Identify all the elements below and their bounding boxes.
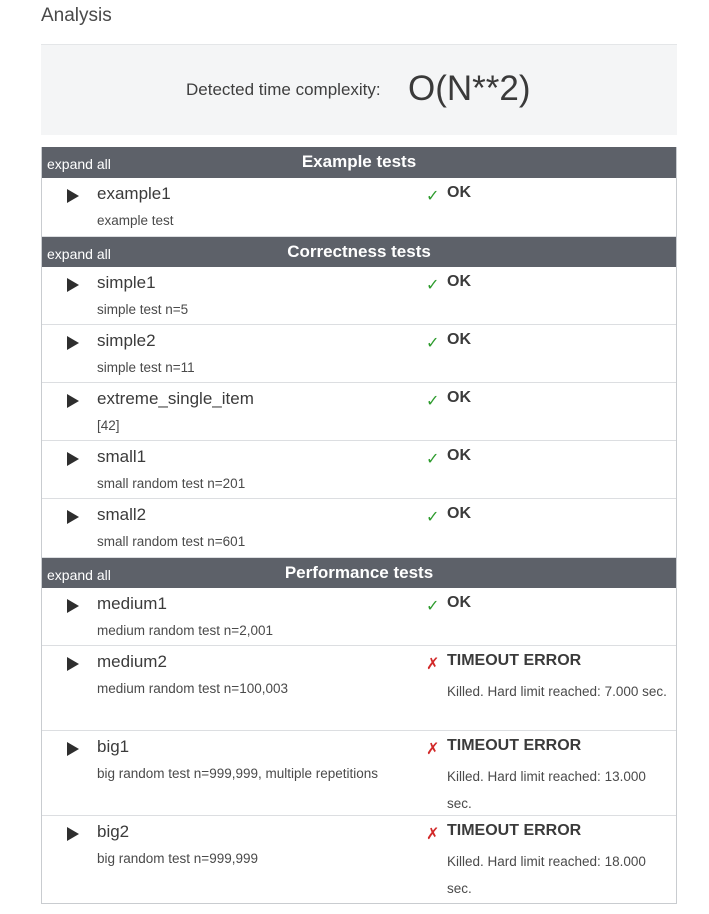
check-icon: ✓	[426, 335, 440, 352]
test-error-detail: Killed. Hard limit reached: 18.000 sec.	[447, 854, 646, 896]
test-name: simple2	[97, 331, 156, 350]
test-name: extreme_single_item	[97, 389, 254, 408]
expand-all-link[interactable]: expand all	[47, 246, 111, 262]
group-title: Performance tests	[284, 563, 434, 582]
test-description: simple test n=5	[97, 302, 189, 317]
test-name: big2	[97, 822, 130, 841]
test-description: big random test n=999,999, multiple repetitions	[97, 766, 379, 781]
test-description: small random test n=601	[97, 534, 246, 549]
complexity-label: Detected time complexity:	[186, 80, 381, 99]
test-name: small2	[97, 505, 147, 524]
test-row-small2[interactable]	[42, 499, 676, 558]
test-row-small1[interactable]	[42, 441, 676, 499]
test-status: OK	[447, 331, 471, 348]
group-header-example-tests	[42, 147, 676, 178]
check-icon: ✓	[426, 188, 440, 205]
test-status: TIMEOUT ERROR	[447, 737, 582, 754]
triangle-right-icon[interactable]	[67, 510, 79, 524]
test-row-extreme-single-item[interactable]	[42, 383, 676, 441]
test-description: medium random test n=100,003	[97, 681, 288, 696]
triangle-right-icon[interactable]	[67, 394, 79, 408]
test-row-example1[interactable]	[42, 178, 676, 237]
complexity-value: O(N**2)	[408, 69, 531, 108]
triangle-right-icon[interactable]	[67, 278, 79, 292]
triangle-right-icon[interactable]	[67, 452, 79, 466]
group-title: Example tests	[301, 152, 417, 171]
test-status: OK	[447, 594, 471, 611]
test-row-simple2[interactable]	[42, 325, 676, 383]
test-status: TIMEOUT ERROR	[447, 652, 582, 669]
check-icon: ✓	[426, 451, 440, 468]
test-name: medium1	[97, 594, 167, 613]
check-icon: ✓	[426, 393, 440, 410]
test-status: OK	[447, 447, 471, 464]
test-status: OK	[447, 389, 471, 406]
test-name: simple1	[97, 273, 156, 292]
test-row-big2[interactable]	[42, 816, 676, 903]
check-icon: ✓	[426, 598, 440, 615]
check-icon: ✓	[426, 277, 440, 294]
test-name: small1	[97, 447, 147, 466]
test-error-detail: Killed. Hard limit reached: 7.000 sec.	[447, 684, 667, 699]
test-row-medium1[interactable]	[42, 588, 676, 646]
test-status: OK	[447, 273, 471, 290]
group-header-performance-tests	[42, 558, 676, 589]
triangle-right-icon[interactable]	[67, 742, 79, 756]
cross-icon: ✗	[426, 656, 440, 673]
triangle-right-icon[interactable]	[67, 827, 79, 841]
test-results-table	[41, 147, 677, 904]
test-status: OK	[447, 184, 471, 201]
test-row-medium2[interactable]	[42, 646, 676, 731]
test-description: example test	[97, 213, 174, 228]
test-name: example1	[97, 184, 171, 203]
test-name: big1	[97, 737, 130, 756]
triangle-right-icon[interactable]	[67, 336, 79, 350]
test-name: medium2	[97, 652, 167, 671]
expand-all-link[interactable]: expand all	[47, 156, 111, 172]
complexity-panel	[41, 44, 677, 135]
test-description: [42]	[97, 418, 120, 433]
test-description: big random test n=999,999	[97, 851, 258, 866]
test-row-big1[interactable]	[42, 731, 676, 816]
triangle-right-icon[interactable]	[67, 599, 79, 613]
cross-icon: ✗	[426, 826, 440, 843]
triangle-right-icon[interactable]	[67, 657, 79, 671]
test-error-detail: Killed. Hard limit reached: 13.000 sec.	[447, 769, 646, 811]
test-row-simple1[interactable]	[42, 267, 676, 325]
test-status: TIMEOUT ERROR	[447, 822, 582, 839]
group-title: Correctness tests	[287, 242, 431, 261]
triangle-right-icon[interactable]	[67, 189, 79, 203]
check-icon: ✓	[426, 509, 440, 526]
section-heading: Analysis	[41, 5, 112, 26]
expand-all-link[interactable]: expand all	[47, 567, 111, 583]
test-status: OK	[447, 505, 471, 522]
test-description: simple test n=11	[97, 360, 195, 375]
test-description: medium random test n=2,001	[97, 623, 273, 638]
cross-icon: ✗	[426, 741, 440, 758]
group-header-correctness-tests	[42, 237, 676, 268]
test-description: small random test n=201	[97, 476, 246, 491]
